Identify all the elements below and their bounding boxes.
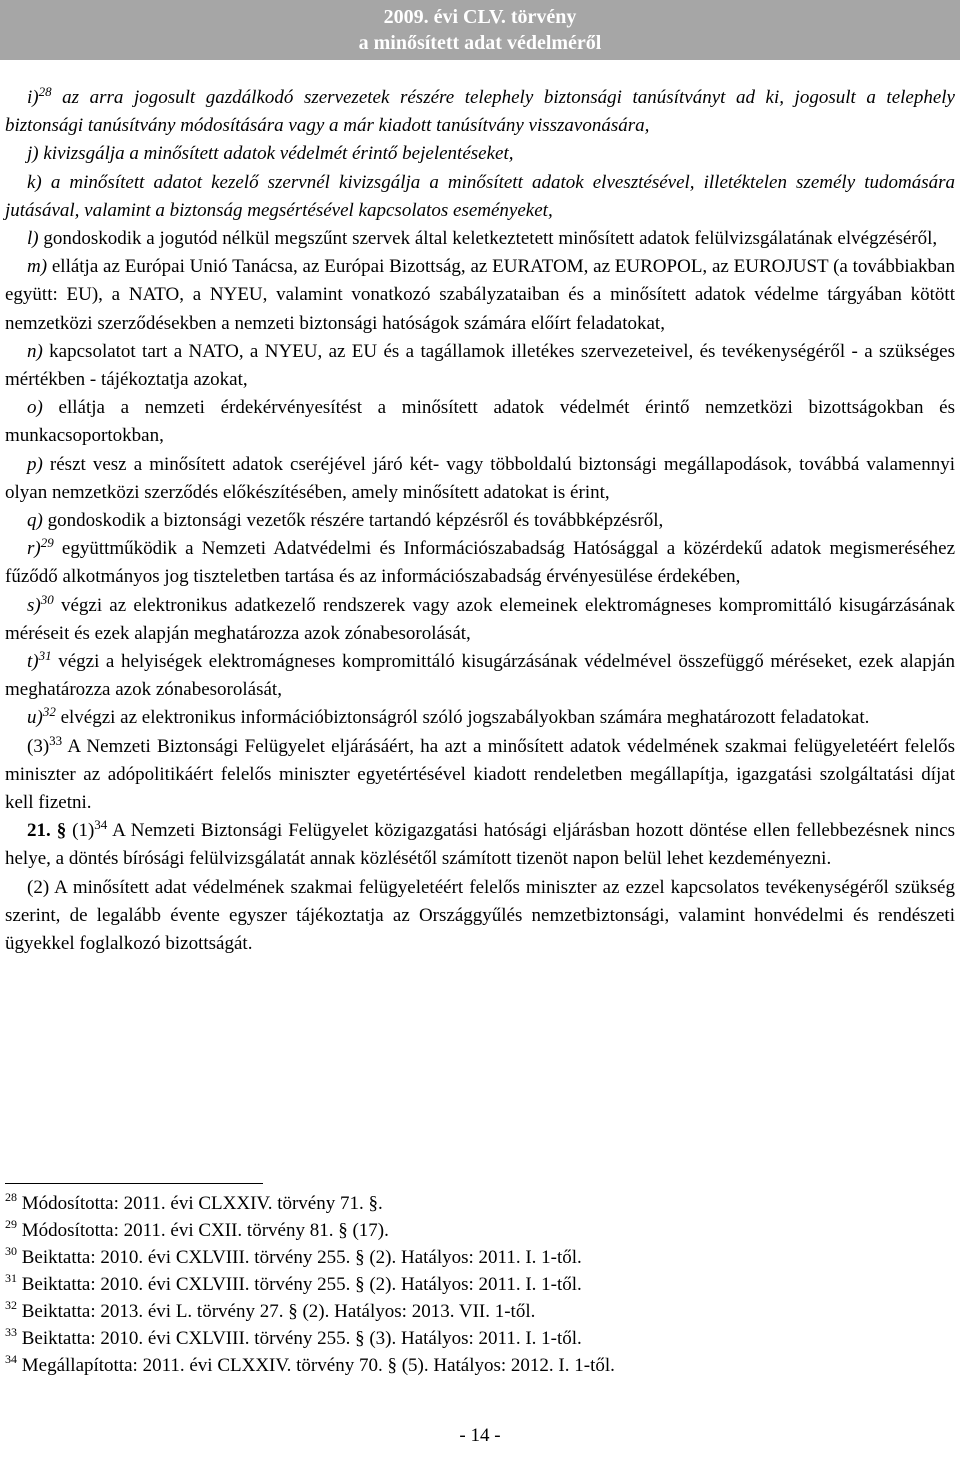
footnotes — [5, 1190, 955, 1379]
footnote-number: 31 — [5, 1271, 17, 1285]
footnote — [5, 1298, 955, 1325]
list-item-text: ellátja az Európai Unió Tanácsa, az Európai Bizottság, az EURATOM, az EUROPOL, az EUROJUST (a továbbiakban együtt: EU), a NATO, a NYEU, valamint vonatkozó szabályzataiban és a minősített adatok védelme tárgyában kötött nemzetközi szerződésekben a nemzeti biztonsági hatóságok számára előírt feladatokat, — [5, 256, 955, 334]
list-item-text: végzi az elektronikus adatkezelő rendszerek vagy azok elemeinek elektromágneses kompromittáló kisugárzásának méréseit és ezek alapján meghatározza azok zónabesorolását, — [5, 594, 955, 644]
header-law-subtitle: a minősített adat védelméről — [358, 32, 602, 54]
footnote-ref[interactable]: 29 — [40, 535, 54, 551]
section-21-paragraph — [5, 817, 955, 873]
footnote-number: 29 — [5, 1217, 17, 1231]
list-item — [5, 394, 955, 450]
list-item — [5, 253, 955, 338]
list-item-text: a minősített adatot kezelő szervnél kivizsgálja a minősített adatok elvesztésével, illetéktelen személy tudomására jutásával, valamint a biztonság megsértésével kapcsolatos eseményeket, — [5, 171, 955, 221]
list-item — [5, 704, 955, 732]
footnote — [5, 1190, 955, 1217]
list-item-text: az arra jogosult gazdálkodó szervezetek részére telephely biztonsági tanúsítványt ad ki, jogosult a telephely biztonsági tanúsítvány módosítására vagy a már kiadott tanúsítvány visszavonására, — [5, 87, 955, 137]
list-item-label: o) — [27, 397, 43, 419]
footnote-text: Beiktatta: 2010. évi CXLVIII. törvény 255. § (2). Hatályos: 2011. I. 1-től. — [17, 1274, 582, 1295]
page-header — [0, 0, 960, 60]
section-21-2-paragraph: (2) A minősített adat védelmének szakmai felügyeletéért felelős miniszter az ezzel kapcsolatos tevékenységéről szükség szerint, de legalább évente egyszer tájékoztatja az Országgyűlés nemzetbiztonsági, valamint honvédelmi és rendészeti ügyekkel foglalkozó bizottságát. — [5, 876, 955, 955]
list-item-label: p) — [27, 453, 43, 475]
footnote-text: Beiktatta: 2013. évi L. törvény 27. § (2). Hatályos: 2013. VII. 1-től. — [17, 1301, 536, 1322]
footnote — [5, 1244, 955, 1271]
list-item-label: m) — [27, 256, 48, 278]
section-21-text: A Nemzeti Biztonsági Felügyelet közigazgatási hatósági eljárásban hozott döntése ellen fellebbezésnek nincs helye, a döntés bírósági felülvizsgálatát annak közlésétől számított tizenöt napon belül lehet kezdeményezni. — [5, 820, 956, 870]
footnote — [5, 1271, 955, 1298]
list-item-label: i) — [27, 87, 39, 108]
list-item — [5, 507, 955, 535]
footnote-ref[interactable]: 28 — [38, 84, 52, 99]
list-item-text: végzi a helyiségek elektromágneses kompromittáló kisugárzásának védelmével összefüggő méréseket, ezek alapján meghatározza azok zónabesorolását, — [5, 651, 955, 701]
list-item — [5, 592, 955, 648]
footnote-number: 28 — [5, 1190, 17, 1204]
section-21-label: (1) — [72, 820, 95, 842]
list-item — [5, 169, 955, 225]
list-item — [5, 451, 955, 507]
footnote-ref[interactable]: 34 — [94, 817, 108, 833]
list-item — [5, 535, 955, 591]
list-item — [5, 225, 955, 253]
list-item-label: j) — [27, 143, 39, 165]
header-law-title: 2009. évi CLV. törvény — [383, 6, 577, 28]
paragraph-sign: § — [56, 820, 67, 842]
list-item-text: kapcsolatot tart a NATO, a NYEU, az EU és a tagállamok illetékes szervezeteivel, és tevékenységéről - a szükséges mértékben - tájékoztatja azokat, — [5, 340, 955, 391]
list-item-text: gondoskodik a jogutód nélkül megszűnt szervek által keletkeztetett minősített adatok felülvizsgálatának elvégzéséről, — [38, 228, 938, 250]
list-item-label: u) — [27, 707, 43, 729]
footnote-number: 33 — [5, 1325, 17, 1339]
section-3-paragraph — [5, 733, 955, 818]
list-item — [5, 648, 955, 704]
footnote-number: 34 — [5, 1352, 17, 1366]
document-body — [5, 84, 955, 958]
list-item-label: n) — [27, 340, 43, 362]
footnote-ref[interactable]: 33 — [49, 732, 63, 748]
list-item-text: elvégzi az elektronikus információbiztonságról szóló jogszabályokban számára meghatározott feladatokat. — [55, 707, 870, 729]
list-item-label: r) — [27, 538, 41, 560]
footnote-text: Beiktatta: 2010. évi CXLVIII. törvény 255. § (3). Hatályos: 2011. I. 1-től. — [17, 1328, 582, 1349]
footnote-text: Beiktatta: 2010. évi CXLVIII. törvény 255. § (2). Hatályos: 2011. I. 1-től. — [17, 1247, 582, 1268]
section-3-label: (3) — [27, 735, 50, 757]
footnote-divider — [5, 1183, 263, 1184]
list-item-text: gondoskodik a biztonsági vezetők részére tartandó képzésről és továbbképzésről, — [42, 510, 664, 532]
footnote — [5, 1325, 955, 1352]
list-item-label: s) — [27, 594, 41, 616]
footnote-text: Módosította: 2011. évi CLXXIV. törvény 71. §. — [17, 1193, 383, 1214]
list-item — [5, 140, 955, 168]
section-number: 21. — [27, 820, 51, 842]
list-item-text: részt vesz a minősített adatok cseréjével járó két- vagy többoldalú biztonsági megállapodások, továbbá valamennyi olyan nemzetközi szerződés előkészítésében, amely minősített adatokat is érint, — [5, 453, 955, 503]
footnote-ref[interactable]: 31 — [38, 648, 52, 664]
list-item-label: t) — [27, 651, 39, 673]
footnote-number: 30 — [5, 1244, 17, 1258]
footnote-ref[interactable]: 30 — [40, 591, 54, 607]
footnote-ref[interactable]: 32 — [42, 704, 56, 720]
list-item-text: kivizsgálja a minősített adatok védelmét érintő bejelentéseket, — [38, 143, 514, 165]
footnote — [5, 1352, 955, 1379]
list-item-label: q) — [27, 510, 43, 532]
paragraph-list — [5, 84, 955, 733]
page-number: - 14 - — [459, 1425, 501, 1446]
list-item — [5, 338, 955, 394]
list-item-label: k) — [27, 171, 42, 193]
footnote-number: 32 — [5, 1298, 17, 1312]
section-3-text: A Nemzeti Biztonsági Felügyelet eljárásáért, ha azt a minősített adatok védelmének szakmai felügyeletéért felelős miniszter az adópolitikáért felelős miniszter egyetértésével kiadott rendeletben megállapítja, igazgatási szolgáltatási díjat kell fizetni. — [5, 735, 955, 814]
list-item-text: együttműködik a Nemzeti Adatvédelmi és Információszabadság Hatósággal a közérdekű adatok megismeréséhez fűződő alkotmányos jog tiszteletben tartása és az információszabadság érvényesülése érdekében, — [5, 538, 955, 588]
list-item-label: l) — [27, 228, 39, 250]
footnote — [5, 1217, 955, 1244]
list-item-text: ellátja a nemzeti érdekérvényesítést a minősített adatok védelmét érintő nemzetközi bizottságokban és munkacsoportokban, — [5, 397, 955, 447]
footnote-text: Módosította: 2011. évi CXII. törvény 81. § (17). — [17, 1220, 389, 1241]
footnote-text: Megállapította: 2011. évi CLXXIV. törvény 70. § (5). Hatályos: 2012. I. 1-től. — [17, 1355, 615, 1376]
list-item — [5, 84, 955, 140]
